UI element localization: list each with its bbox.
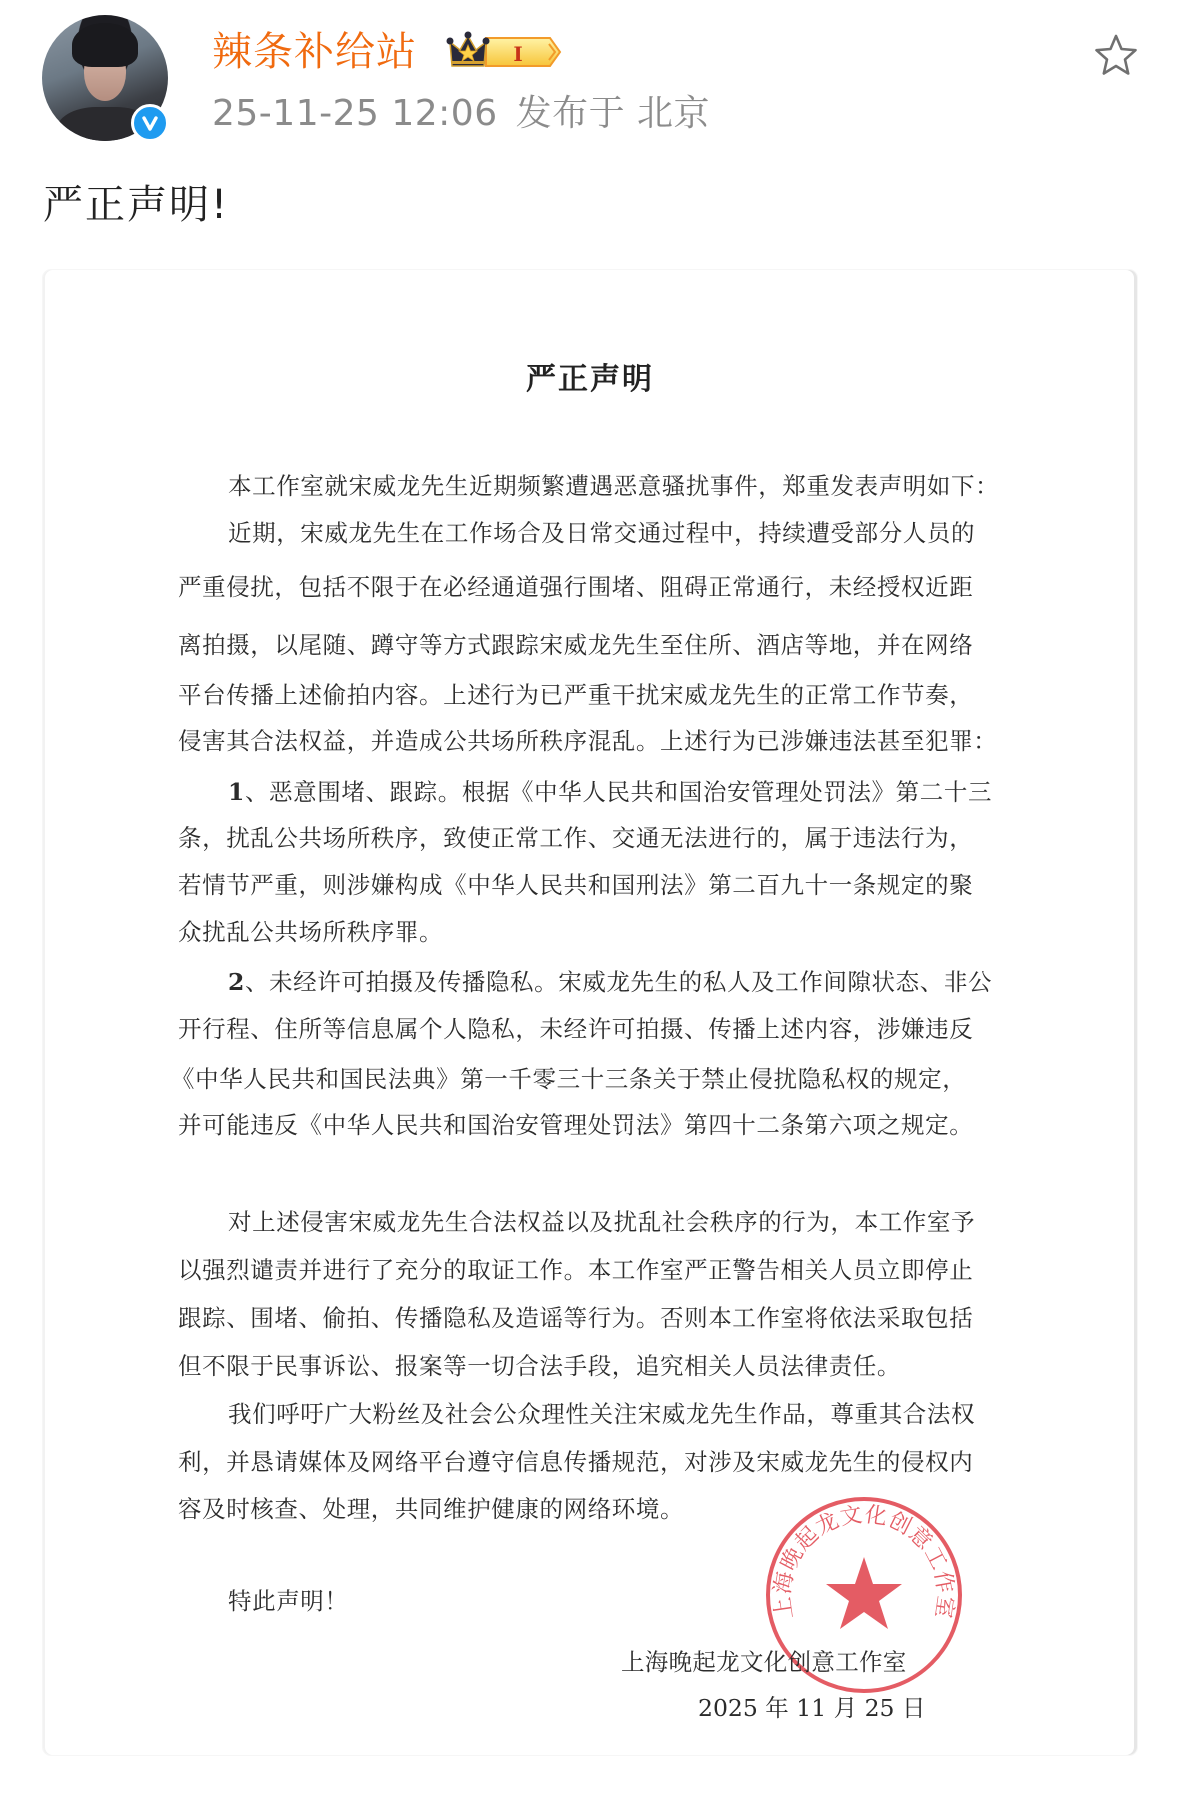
document-line: 跟踪、围堵、偷拍、传播隐私及造谣等行为。否则本工作室将依法采取包括 xyxy=(178,1304,974,1332)
document-line: 本工作室就宋威龙先生近期频繁遭遇恶意骚扰事件，郑重发表声明如下： xyxy=(228,472,1000,500)
verified-badge-icon xyxy=(131,104,169,142)
member-level-crown-icon[interactable] xyxy=(446,30,564,74)
document-line: 离拍摄，以尾随、蹲守等方式跟踪宋威龙先生至住所、酒店等地，并在网络 xyxy=(178,631,974,659)
document-line: 容及时核查、处理，共同维护健康的网络环境。 xyxy=(178,1495,685,1523)
document-line: 开行程、住所等信息属个人隐私，未经许可拍摄、传播上述内容，涉嫌违反 xyxy=(178,1015,974,1043)
document-line: 严重侵扰，包括不限于在必经通道强行围堵、阻碍正常通行，未经授权近距 xyxy=(178,573,974,601)
document-line: 并可能违反《中华人民共和国治安管理处罚法》第四十二条第六项之规定。 xyxy=(178,1111,974,1139)
post-timestamp: 25-11-25 12:06 xyxy=(212,93,498,134)
post-text: 严正声明! xyxy=(43,182,230,228)
document-line: 近期，宋威龙先生在工作场合及日常交通过程中，持续遭受部分人员的 xyxy=(228,519,976,547)
post-location: 发布于 北京 xyxy=(515,93,711,134)
document-line: 对上述侵害宋威龙先生合法权益以及扰乱社会秩序的行为，本工作室予 xyxy=(228,1208,976,1236)
post-meta xyxy=(212,92,710,136)
document-item-2: 2、未经许可拍摄及传播隐私。宋威龙先生的私人及工作间隙状态、非公 xyxy=(228,968,993,996)
attached-statement-image[interactable] xyxy=(43,270,1137,1755)
item-number: 2 xyxy=(228,968,245,996)
item-number: 1 xyxy=(228,778,245,806)
document-date: 2025 年 11 月 25 日 xyxy=(698,1694,926,1722)
document-line: 我们呼吁广大粉丝及社会公众理性关注宋威龙先生作品，尊重其合法权 xyxy=(228,1400,976,1428)
avatar-hair xyxy=(72,23,138,67)
svg-text:上海晚起龙文化创意工作室: 上海晚起龙文化创意工作室 xyxy=(770,1502,958,1621)
document-line: 但不限于民事诉讼、报案等一切合法手段，追究相关人员法律责任。 xyxy=(178,1352,901,1380)
document-line: 利，并恳请媒体及网络平台遵守信息传播规范，对涉及宋威龙先生的侵权内 xyxy=(178,1448,974,1476)
document-line: 若情节严重，则涉嫌构成《中华人民共和国刑法》第二百九十一条规定的聚 xyxy=(178,871,974,899)
level-text: I xyxy=(513,42,523,66)
document-line: 以强烈谴责并进行了充分的取证工作。本工作室严正警告相关人员立即停止 xyxy=(178,1256,974,1284)
document-line: 《中华人民共和国民法典》第一千零三十三条关于禁止侵扰隐私权的规定， xyxy=(171,1065,967,1093)
signatory: 上海晚起龙文化创意工作室 xyxy=(621,1648,907,1676)
document-line: 众扰乱公共场所秩序罪。 xyxy=(178,918,444,946)
document-title: 严正声明 xyxy=(526,362,654,397)
author-name[interactable]: 辣条补给站 xyxy=(212,29,417,75)
favorite-star-icon[interactable] xyxy=(1090,30,1142,82)
document-closing: 特此声明！ xyxy=(228,1587,349,1615)
document-line: 条，扰乱公共场所秩序，致使正常工作、交通无法进行的，属于违法行为， xyxy=(178,824,974,852)
document-line: 平台传播上述偷拍内容。上述行为已严重干扰宋威龙先生的正常工作节奏， xyxy=(178,681,974,709)
document-line: 侵害其合法权益，并造成公共场所秩序混乱。上述行为已涉嫌违法甚至犯罪： xyxy=(178,727,998,755)
document-item-1: 1、恶意围堵、跟踪。根据《中华人民共和国治安管理处罚法》第二十三 xyxy=(228,778,993,806)
